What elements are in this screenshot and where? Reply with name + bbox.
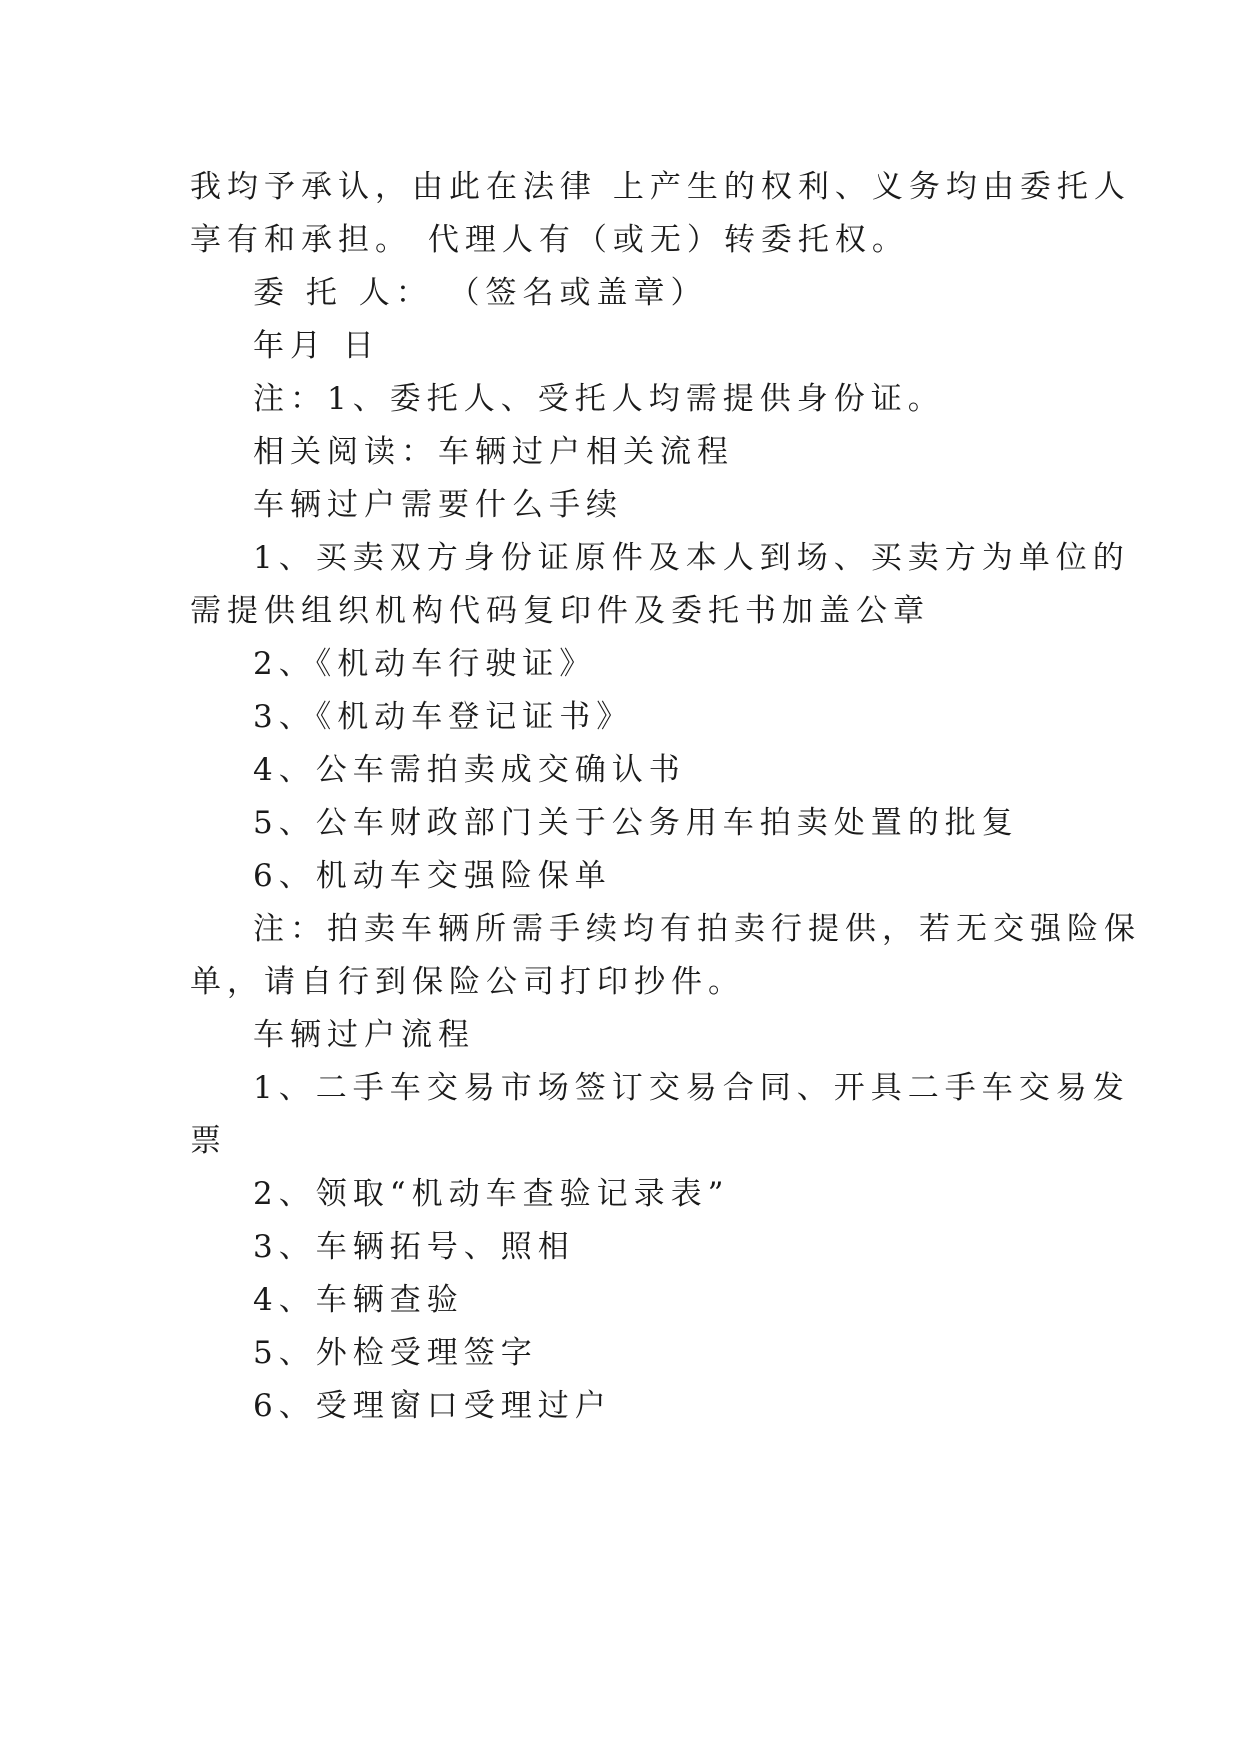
section-heading: 车辆过户流程: [253, 1017, 475, 1053]
list-item: 5、外检受理签字: [253, 1335, 538, 1371]
related-reading-heading: 相关阅读：车辆过户相关流程: [253, 434, 734, 470]
list-item: 6、机动车交强险保单: [253, 858, 612, 894]
list-item: 4、公车需拍卖成交确认书: [253, 752, 686, 788]
list-item: 3、《机动车登记证书》: [253, 699, 634, 735]
list-item: 1、买卖双方身份证原件及本人到场、买卖方为单位的: [253, 540, 1130, 576]
signature-line: 委 托 人： （签名或盖章）: [253, 275, 708, 311]
list-item: 1、二手车交易市场签订交易合同、开具二手车交易发: [253, 1070, 1130, 1106]
date-line: 年月 日: [253, 328, 380, 364]
list-item: 3、车辆拓号、照相: [253, 1229, 575, 1265]
note-continuation: 单，请自行到保险公司打印抄件。: [190, 964, 745, 1000]
list-item: 6、受理窗口受理过户: [253, 1388, 612, 1424]
list-item: 2、领取“机动车查验记录表”: [253, 1176, 730, 1212]
list-item: 5、公车财政部门关于公务用车拍卖处置的批复: [253, 805, 1019, 841]
text-line: 享有和承担。 代理人有（或无）转委托权。: [190, 222, 909, 258]
list-item: 2、《机动车行驶证》: [253, 646, 597, 682]
note-line: 注：1、委托人、受托人均需提供身份证。: [253, 381, 945, 417]
list-item: 4、车辆查验: [253, 1282, 464, 1318]
text-line: 我均予承认，由此在法律 上产生的权利、义务均由委托人: [190, 169, 1131, 205]
list-item-continuation: 需提供组织机构代码复印件及委托书加盖公章: [190, 593, 930, 629]
section-heading: 车辆过户需要什么手续: [253, 487, 623, 523]
list-item-continuation: 票: [190, 1123, 227, 1159]
note-line: 注：拍卖车辆所需手续均有拍卖行提供，若无交强险保: [253, 911, 1141, 947]
